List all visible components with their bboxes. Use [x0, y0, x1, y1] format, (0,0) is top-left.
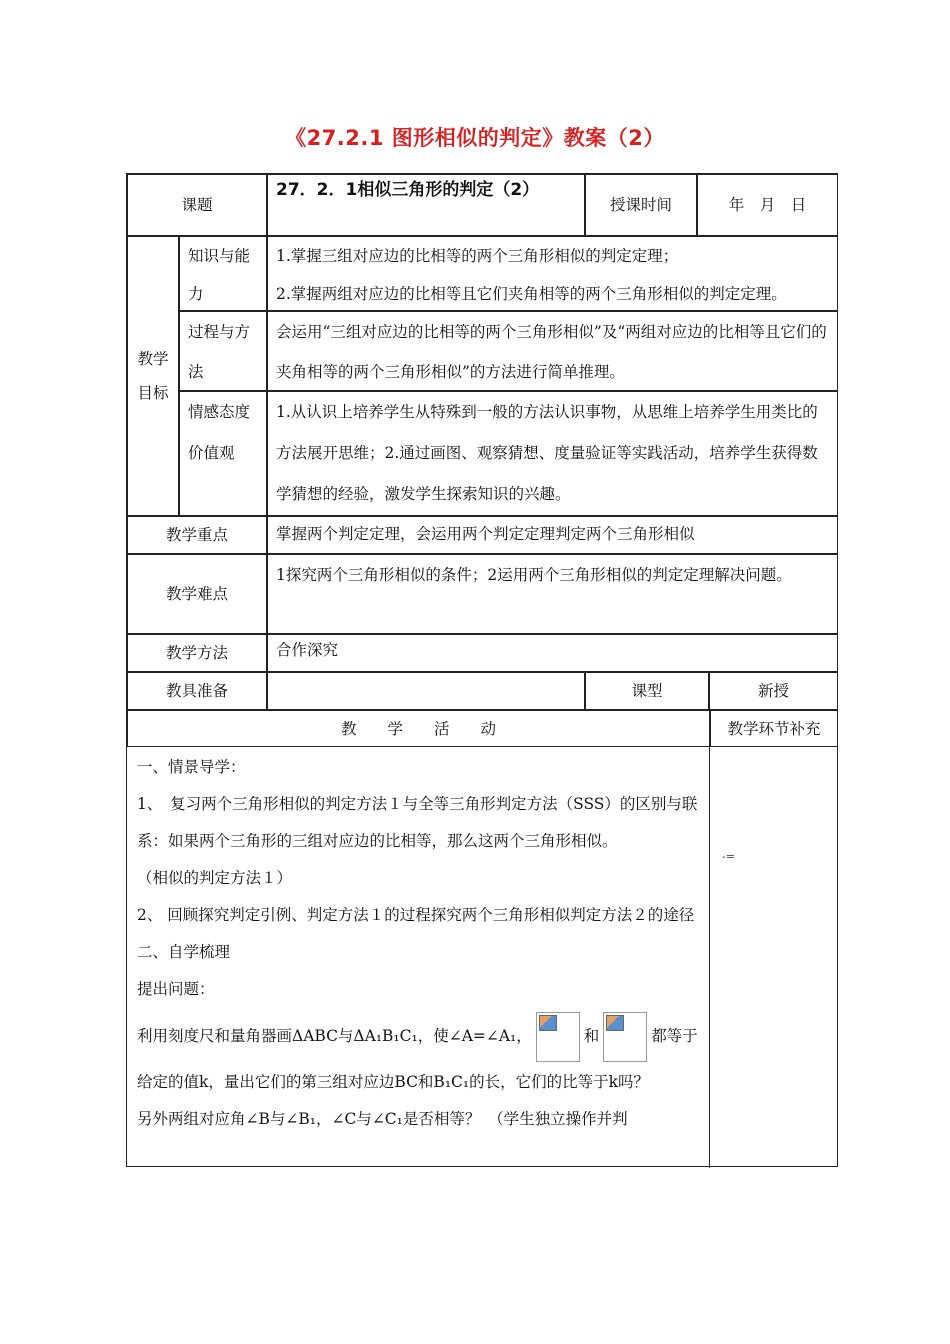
activity-header: 教 学 活 动	[127, 710, 710, 747]
activity-line: 提出问题：	[137, 980, 215, 998]
goal-label-process: 过程与方法	[179, 311, 267, 391]
broken-image-icon	[606, 1015, 624, 1031]
image-placeholder-icon	[536, 1012, 580, 1062]
draw-text-mid: 和	[583, 1027, 600, 1045]
goal-text-attitude	[267, 391, 838, 516]
method-label: 教学方法	[127, 634, 267, 672]
goal-line: 2.掌握两组对应边的比相等且它们夹角相等的两个三角形相似的判定定理。	[276, 285, 787, 303]
date-value: 年 月 日	[697, 174, 838, 236]
key-point-label: 教学重点	[127, 516, 267, 554]
draw-text-pre: 利用刻度尺和量角器画ΔABC与ΔA₁B₁C₁，使∠A=∠A₁，	[137, 1027, 532, 1045]
supplement-mark: -=	[722, 850, 735, 863]
goal-text-knowledge	[267, 236, 838, 311]
activity-line: 二、自学梳理	[137, 943, 231, 961]
subject-value: 27．2．1相似三角形的判定（2）	[267, 174, 585, 236]
goal-line: 会运用“三组对应边的比相等的两个三角形相似”及“两组对应边的比相等且它们的夹角相等的两个三角形相似”的方法进行简单推理。	[276, 323, 827, 381]
goals-label: 教学目标	[127, 236, 179, 516]
tools-text	[267, 672, 585, 710]
time-label: 授课时间	[585, 174, 697, 236]
method-text: 合作深究	[267, 634, 838, 672]
supplement-header: 教学环节补充	[710, 710, 838, 747]
activity-line: 给定的值k，量出它们的第三组对应边BC和B₁C₁的长，它们的比等于k吗？	[137, 1073, 650, 1091]
activity-body	[127, 747, 710, 1168]
subject-label: 课题	[127, 174, 267, 236]
activity-line: 2、 回顾探究判定引例、判定方法１的过程探究两个三角形相似判定方法２的途径	[137, 906, 695, 924]
goal-label-attitude: 情感态度价值观	[179, 391, 267, 516]
key-point-text: 掌握两个判定定理，会运用两个判定定理判定两个三角形相似	[267, 516, 838, 554]
tools-label: 教具准备	[127, 672, 267, 710]
goal-line: 1.从认识上培养学生从特殊到一般的方法认识事物，从思维上培养学生用类比的方法展开思维；2.通过画图、观察猜想、度量验证等实践活动，培养学生获得数学猜想的经验，激发学生探索知识的兴趣。	[276, 403, 818, 503]
draw-text-post: 都等于	[651, 1027, 698, 1045]
activity-line: 另外两组对应角∠B与∠B₁，∠C与∠C₁是否相等？ （学生独立操作并判	[137, 1110, 628, 1128]
activity-line: （相似的判定方法１）	[137, 869, 293, 887]
goal-label-knowledge: 知识与能力	[179, 236, 267, 311]
lesson-plan-table	[126, 173, 838, 1167]
goal-line: 1.掌握三组对应边的比相等的两个三角形相似的判定定理；	[276, 247, 679, 265]
goal-text-process	[267, 311, 838, 391]
activity-line: 一、情景导学：	[137, 758, 246, 776]
draw-instruction	[137, 1008, 699, 1064]
lesson-type-value: 新授	[709, 672, 838, 710]
document-title: 《27.2.1 图形相似的判定》教案（2）	[285, 126, 665, 150]
activity-line: 1、 复习两个三角形相似的判定方法１与全等三角形判定方法（SSS）的区别与联系：如果两个三角形的三组对应边的比相等，那么这两个三角形相似。	[137, 795, 698, 850]
difficulty-text: 1探究两个三角形相似的条件；2运用两个三角形相似的判定定理解决问题。	[267, 554, 838, 634]
lesson-type-label: 课型	[585, 672, 709, 710]
broken-image-icon	[539, 1015, 557, 1031]
difficulty-label: 教学难点	[127, 554, 267, 634]
image-placeholder-icon	[603, 1012, 647, 1062]
